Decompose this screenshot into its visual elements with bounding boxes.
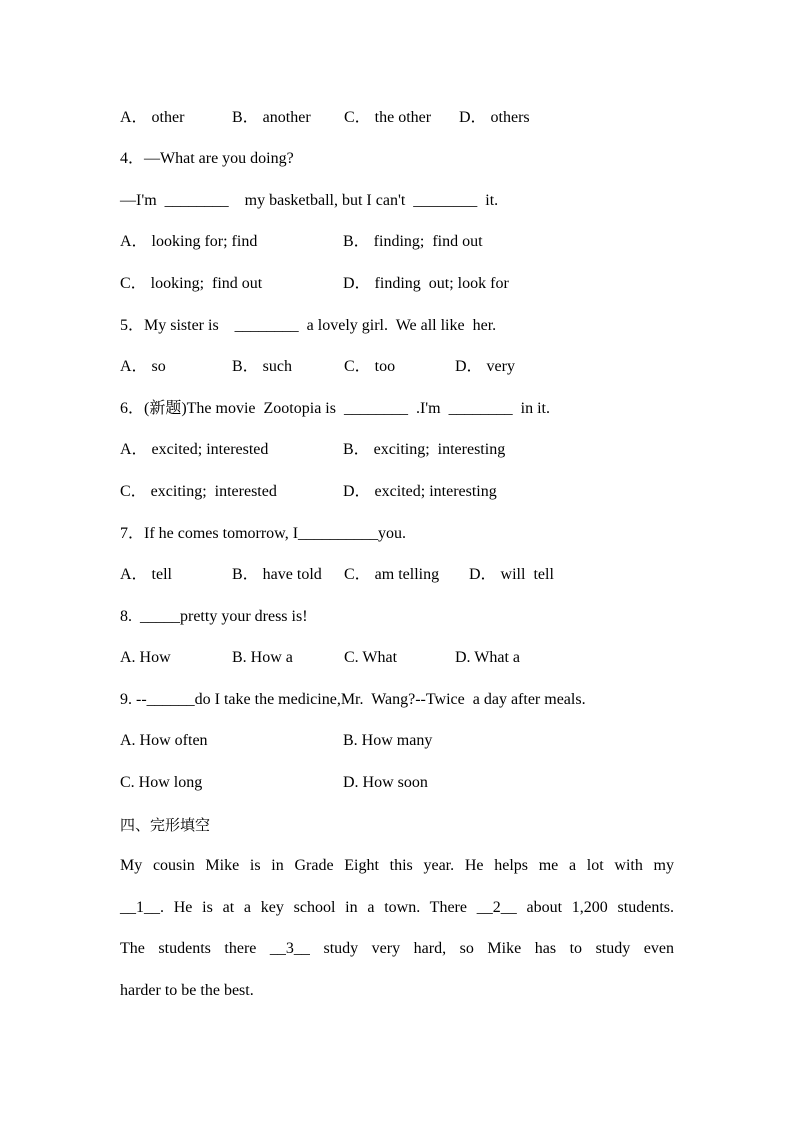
passage-line-3: The students there __3__ study very hard, so Mike has to study even — [120, 940, 674, 957]
q9-option-d: D. How soon — [343, 774, 428, 791]
q9-stem: 9. --______do I take the medicine,Mr. Wang?--Twice a day after meals. — [120, 691, 586, 708]
section-heading: 四、完形填空 — [120, 816, 211, 834]
passage-line-1: My cousin Mike is in Grade Eight this year. He helps me a lot with my — [120, 857, 674, 874]
q9-option-a: A. How often — [120, 732, 208, 749]
q5-option-d: D． very — [455, 358, 515, 375]
q3-option-b: B． another — [232, 109, 311, 126]
q6-option-d: D． excited; interesting — [343, 483, 497, 500]
q7-option-b: B． have told — [232, 566, 322, 583]
q4-option-a: A． looking for; find — [120, 233, 258, 250]
q7-option-a: A． tell — [120, 566, 172, 583]
q6-option-b: B． exciting; interesting — [343, 441, 506, 458]
q8-option-b: B. How a — [232, 649, 293, 666]
q9-option-b: B. How many — [343, 732, 433, 749]
q3-option-c: C． the other — [344, 109, 432, 126]
q3-option-a: A． other — [120, 109, 185, 126]
q8-option-d: D. What a — [455, 649, 521, 666]
q7-stem: 7．If he comes tomorrow, I__________you. — [120, 525, 407, 542]
q6-option-a: A． excited; interested — [120, 441, 269, 458]
q9-option-c: C. How long — [120, 774, 203, 791]
q6-option-c: C． exciting; interested — [120, 483, 277, 500]
q4-line2: —I'm ________ my basketball, but I can't ________ it. — [120, 192, 499, 209]
q7-option-d: D． will tell — [469, 566, 554, 583]
q5-option-c: C． too — [344, 358, 396, 375]
q8-option-c: C. What — [344, 649, 398, 666]
q3-option-d: D． others — [459, 109, 530, 126]
q4-stem: 4．—What are you doing? — [120, 150, 294, 167]
q4-option-b: B． finding; find out — [343, 233, 483, 250]
passage-line-4: harder to be the best. — [120, 982, 254, 999]
q8-stem: 8. _____pretty your dress is! — [120, 608, 308, 625]
q8-option-a: A. How — [120, 649, 171, 666]
q5-option-a: A． so — [120, 358, 166, 375]
q5-option-b: B． such — [232, 358, 293, 375]
q5-stem: 5．My sister is ________ a lovely girl. We all like her. — [120, 317, 497, 334]
q4-option-c: C． looking; find out — [120, 275, 263, 292]
q6-stem: 6．(新题)The movie Zootopia is ________ .I'm ________ in it. — [120, 400, 550, 417]
q7-option-c: C． am telling — [344, 566, 440, 583]
q4-option-d: D． finding out; look for — [343, 275, 509, 292]
passage-line-2: __1__. He is at a key school in a town. There __2__ about 1,200 students. — [120, 899, 674, 916]
